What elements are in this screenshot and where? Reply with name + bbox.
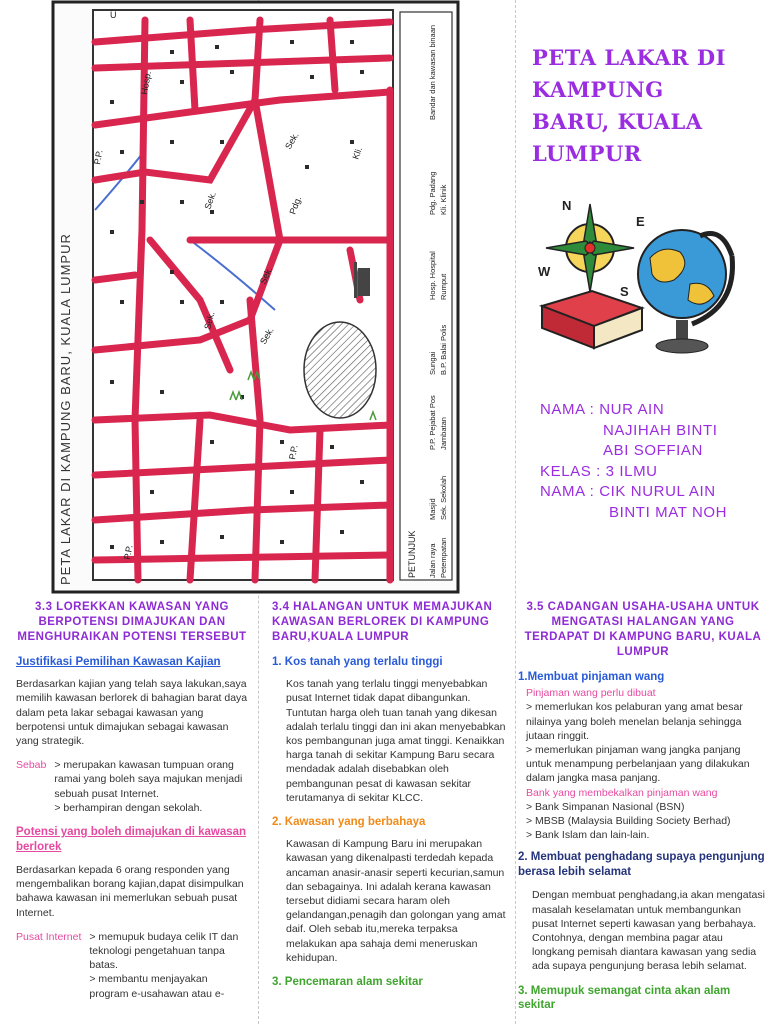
paragraph: Kos tanah yang terlalu tinggi menyebabkan pusat Internet tidak dapat dibangunkan. Tuntutan harga oleh tuan tanah yang dikesan adalah terlalu tinggi dan ini akan menyebabkan kos pembangunan juga amat tinggi. Kenaikkan harga tanah di sekitar Kampung Baru secara mendadak adalah disebabkan oleh pembangunan pesat di kawasan sekitar terutamanya di sekitar KLCC. bbox=[286, 678, 506, 804]
road-label: Sek. bbox=[258, 325, 276, 346]
road-label: P.P. bbox=[287, 444, 300, 461]
reason-list bbox=[16, 758, 248, 815]
proposal-heading-3: 3. Memupuk semangat cinta akan alam sekitar bbox=[518, 984, 731, 1011]
list-item: > membantu menjayakan program e-usahawan atau e- bbox=[89, 973, 225, 1000]
obstacle-heading-1: 1. Kos tanah yang terlalu tinggi bbox=[272, 656, 443, 668]
legend-item: Rumput bbox=[439, 273, 448, 300]
internet-centre-list bbox=[16, 930, 248, 1001]
road-label: P.P. bbox=[122, 544, 135, 561]
road-label: Hosp. bbox=[139, 70, 154, 96]
student-name: NAMA : NUR AIN bbox=[540, 401, 665, 418]
reason-label: Sebab bbox=[16, 759, 47, 772]
list-item: > MBSB (Malaysia Building Society Berhad) bbox=[526, 815, 731, 828]
title-line: KAMPUNG bbox=[532, 77, 664, 102]
student-name-cont: NAJIHAH BINTI bbox=[603, 421, 718, 439]
road-label: Sek. bbox=[283, 130, 301, 151]
section-heading: 3.4 HALANGAN UNTUK MEMAJUKAN KAWASAN BERLOREK DI KAMPUNG BARU,KUALA LUMPUR bbox=[272, 601, 493, 643]
road-label: Pdg. bbox=[287, 194, 304, 216]
legend-item: Pdg. Padang bbox=[428, 171, 437, 215]
section-heading: 3.5 CADANGAN USAHA-USAHA UNTUK MENGATASI HALANGAN YANG TERDAPAT DI KAMPUNG BARU, KUALA LUMPUR bbox=[524, 601, 762, 658]
compass-globe-clipart bbox=[532, 196, 754, 381]
internet-centre-label: Pusat Internet bbox=[16, 930, 82, 943]
paragraph: Berdasarkan kepada 6 orang responden yang mengembalikan borang kajian,dapat disimpulkan bahawa kawasan ini memerlukan sebuah pusat Internet. bbox=[16, 864, 244, 919]
book-icon bbox=[542, 291, 642, 348]
road-label: Kli. bbox=[350, 145, 365, 161]
paragraph: Dengan membuat penghadang,ia akan mengatasi masalah keselamatan untuk membangunkan pusat Internet seperti kawasan yang berbahaya. Contohnya, dengan membina pagar atau longkang pemisah diantara kawasan yang sedia ada supaya pengunjung berasa lebih selamat. bbox=[532, 889, 765, 973]
obstacle-heading-3: 3. Pencemaran alam sekitar bbox=[272, 976, 423, 989]
globe-icon bbox=[638, 230, 733, 353]
student-info bbox=[540, 400, 766, 523]
legend-item: Jalan raya bbox=[428, 543, 437, 578]
student-name-cont: ABI SOFFIAN bbox=[603, 442, 703, 459]
subheading: Bank yang membekalkan pinjaman wang bbox=[526, 786, 718, 799]
legend-item: Jambatan bbox=[439, 417, 448, 450]
svg-text:S: S bbox=[620, 284, 629, 299]
road-label: P.P. bbox=[92, 149, 105, 166]
map-vertical-title: PETA LAKAR DI KAMPUNG BARU, KUALA LUMPUR bbox=[58, 233, 73, 585]
road-label: Sek. bbox=[202, 190, 219, 211]
svg-text:E: E bbox=[636, 214, 645, 229]
legend-item: Masjid bbox=[428, 498, 437, 520]
road-label: Sek. bbox=[257, 265, 275, 286]
subheading: Pinjaman wang perlu dibuat bbox=[526, 687, 656, 700]
paragraph: Kawasan di Kampung Baru ini merupakan kawasan yang dikenalpasti terdedah kepada ancaman anasir-anasir seperti kecurian,samun dan sebagainya. Ini adalah kerana kawasan tersebut didiami secara haram oleh gelandangan,penagih dan golongan yang amat daif. Oleh sebab itu,mereka terpaksa melakukan apa sahaja demi meneruskan kehidupan. bbox=[286, 838, 506, 964]
proposal-heading-1: 1.Membuat pinjaman wang bbox=[518, 671, 665, 683]
teacher-name-cont: BINTI MAT NOH bbox=[609, 503, 728, 521]
svg-text:W: W bbox=[538, 264, 551, 279]
teacher-name: NAMA : CIK NURUL AIN bbox=[540, 483, 716, 500]
legend-item: Sek. Sekolah bbox=[439, 475, 448, 520]
list-item: > memerlukan kos pelaburan yang amat besar nilainya yang boleh menelan belanja sehingga jutaan ringgit. bbox=[526, 701, 743, 742]
legend-item: Petempatan bbox=[439, 537, 448, 578]
list-item: > berhampiran dengan sekolah. bbox=[54, 801, 203, 814]
sketch-map bbox=[50, 0, 462, 596]
road-label: Sek. bbox=[202, 310, 217, 331]
legend-item: Kli. Klinik bbox=[439, 184, 448, 215]
title-line: PETA LAKAR DI bbox=[532, 45, 726, 70]
list-item: > merupakan kawasan tumpuan orang ramai yang boleh saya majukan menjadi sebuah pusat Internet. bbox=[54, 759, 243, 800]
legend-item: Bandar dan kawasan binaan bbox=[428, 24, 437, 120]
list-item: > memerlukan pinjaman wang jangka panjang untuk menampung perbelanjaan yang dilakukan dalam jangka masa panjang. bbox=[526, 744, 750, 785]
legend-item: Hosp. Hospital bbox=[428, 251, 437, 300]
student-class: KELAS : 3 ILMU bbox=[540, 462, 658, 480]
potential-heading: Potensi yang boleh dimajukan di kawasan berlorek bbox=[16, 826, 247, 854]
section-3-4 bbox=[272, 600, 508, 997]
section-3-5 bbox=[518, 600, 768, 1020]
obstacle-heading-2: 2. Kawasan yang berbahaya bbox=[272, 816, 426, 829]
legend-item: P.P. Pejabat Pos bbox=[428, 395, 437, 450]
column-divider-right bbox=[515, 0, 516, 1024]
sketch-map-drawing bbox=[50, 0, 462, 596]
proposal-heading-2: 2. Membuat penghadang supaya pengunjung berasa lebih selamat bbox=[518, 851, 765, 879]
title-line: LUMPUR bbox=[532, 141, 642, 166]
legend-item: B.P. Balai Polis bbox=[439, 324, 448, 375]
paragraph: Berdasarkan kajian yang telah saya lakukan,saya memilih kawasan berlorek di bahagian barat daya dalam peta lakar sebagai kawasan yang berpotensi untuk dimajukan sebagai kawasan yang strategik. bbox=[16, 678, 248, 748]
legend-item: Sungai bbox=[428, 351, 437, 375]
svg-text:N: N bbox=[562, 198, 572, 213]
section-3-3 bbox=[16, 600, 248, 1001]
section-heading: 3.3 LOREKKAN KAWASAN YANG BERPOTENSI DIMAJUKAN DAN MENGHURAIKAN POTENSI TERSEBUT bbox=[17, 601, 247, 643]
legend-title: PETUNJUK bbox=[407, 530, 417, 578]
list-item: > memupuk budaya celik IT dan teknologi pengetahuan tanpa batas. bbox=[89, 930, 239, 972]
compass-rose-icon bbox=[538, 198, 645, 299]
list-item: > Bank Islam dan lain-lain. bbox=[526, 829, 650, 842]
page-title bbox=[532, 42, 762, 170]
list-item: > Bank Simpanan Nasional (BSN) bbox=[526, 800, 685, 813]
title-line: BARU, KUALA bbox=[532, 109, 703, 134]
justification-heading: Justifikasi Pemilihan Kawasan Kajian bbox=[16, 656, 221, 668]
north-label: U bbox=[110, 10, 117, 20]
